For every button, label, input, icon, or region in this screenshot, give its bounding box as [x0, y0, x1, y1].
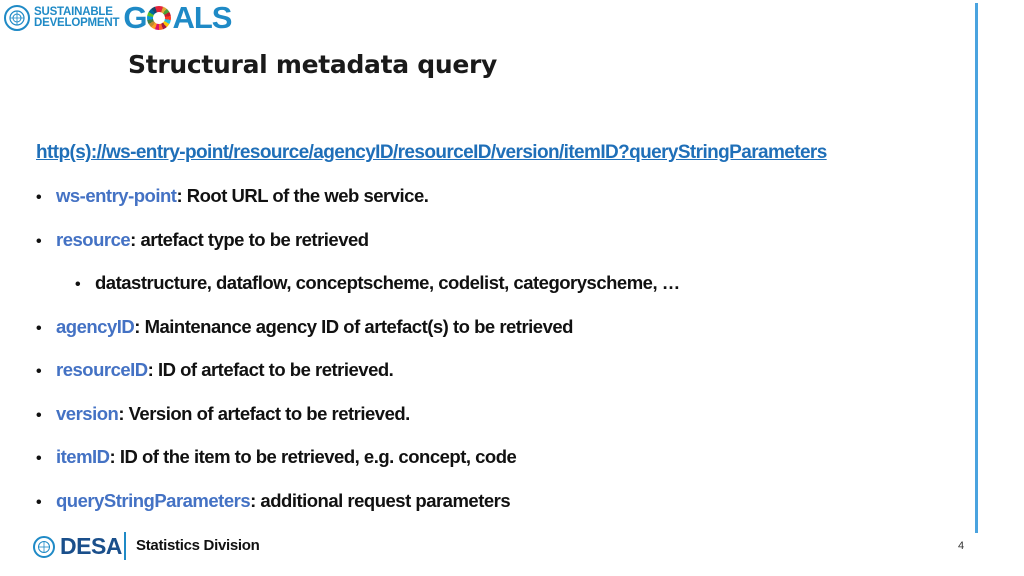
bullet-term: agencyID	[56, 316, 135, 337]
list-item: • resourceID: ID of artefact to be retrieved.	[36, 359, 394, 380]
bullet-term: resourceID	[56, 359, 148, 380]
bullet-text: : Version of artefact to be retrieved.	[118, 403, 410, 424]
bullet-text: : ID of artefact to be retrieved.	[147, 359, 394, 380]
goals-wordmark	[123, 0, 232, 35]
desa-logo	[33, 533, 122, 560]
bullet-term: resource	[56, 229, 131, 250]
bullet-term: ws-entry-point	[56, 185, 177, 206]
goals-suffix: ALS	[172, 0, 232, 35]
desa-wordmark: DESA	[60, 533, 122, 559]
un-emblem-icon	[4, 5, 30, 31]
bullet-text: datastructure, dataflow, conceptscheme, codelist, categoryscheme, …	[95, 272, 680, 293]
sub-list-item: • datastructure, dataflow, conceptscheme, codelist, categoryscheme, …	[75, 272, 680, 293]
bullet-text: : Maintenance agency ID of artefact(s) to be retrieved	[134, 316, 573, 337]
list-item: • resource: artefact type to be retrieved	[36, 229, 369, 250]
bullet-text: : Root URL of the web service.	[176, 185, 429, 206]
list-item: • ws-entry-point: Root URL of the web service.	[36, 185, 429, 206]
bullet-term: version	[56, 403, 119, 424]
un-emblem-icon	[33, 536, 55, 558]
list-item: • queryStringParameters: additional request parameters	[36, 490, 511, 511]
bullet-term: itemID	[56, 446, 110, 467]
query-url-link[interactable]: http(s)://ws-entry-point/resource/agencyID/resourceID/version/itemID?queryStringParameters	[36, 142, 827, 163]
footer-division-label: Statistics Division	[136, 537, 260, 554]
list-item: • itemID: ID of the item to be retrieved, e.g. concept, code	[36, 446, 517, 467]
page-number: 4	[958, 540, 965, 552]
list-item: • agencyID: Maintenance agency ID of artefact(s) to be retrieved	[36, 316, 573, 337]
sdg-wheel-icon	[147, 6, 171, 30]
footer-divider	[124, 532, 126, 560]
page-title: Structural metadata query	[128, 50, 498, 79]
bullet-text: : additional request parameters	[250, 490, 511, 511]
list-item: • version: Version of artefact to be retrieved.	[36, 403, 410, 424]
bullet-text: : artefact type to be retrieved	[130, 229, 369, 250]
bullet-text: : ID of the item to be retrieved, e.g. concept, code	[109, 446, 517, 467]
right-border-line	[975, 3, 978, 533]
logo-line-2: DEVELOPMENT	[34, 17, 120, 29]
sdg-logo	[4, 0, 232, 35]
bullet-term: queryStringParameters	[56, 490, 251, 511]
logo-line-1: SUSTAINABLE	[34, 6, 113, 18]
goals-prefix: G	[123, 0, 147, 35]
